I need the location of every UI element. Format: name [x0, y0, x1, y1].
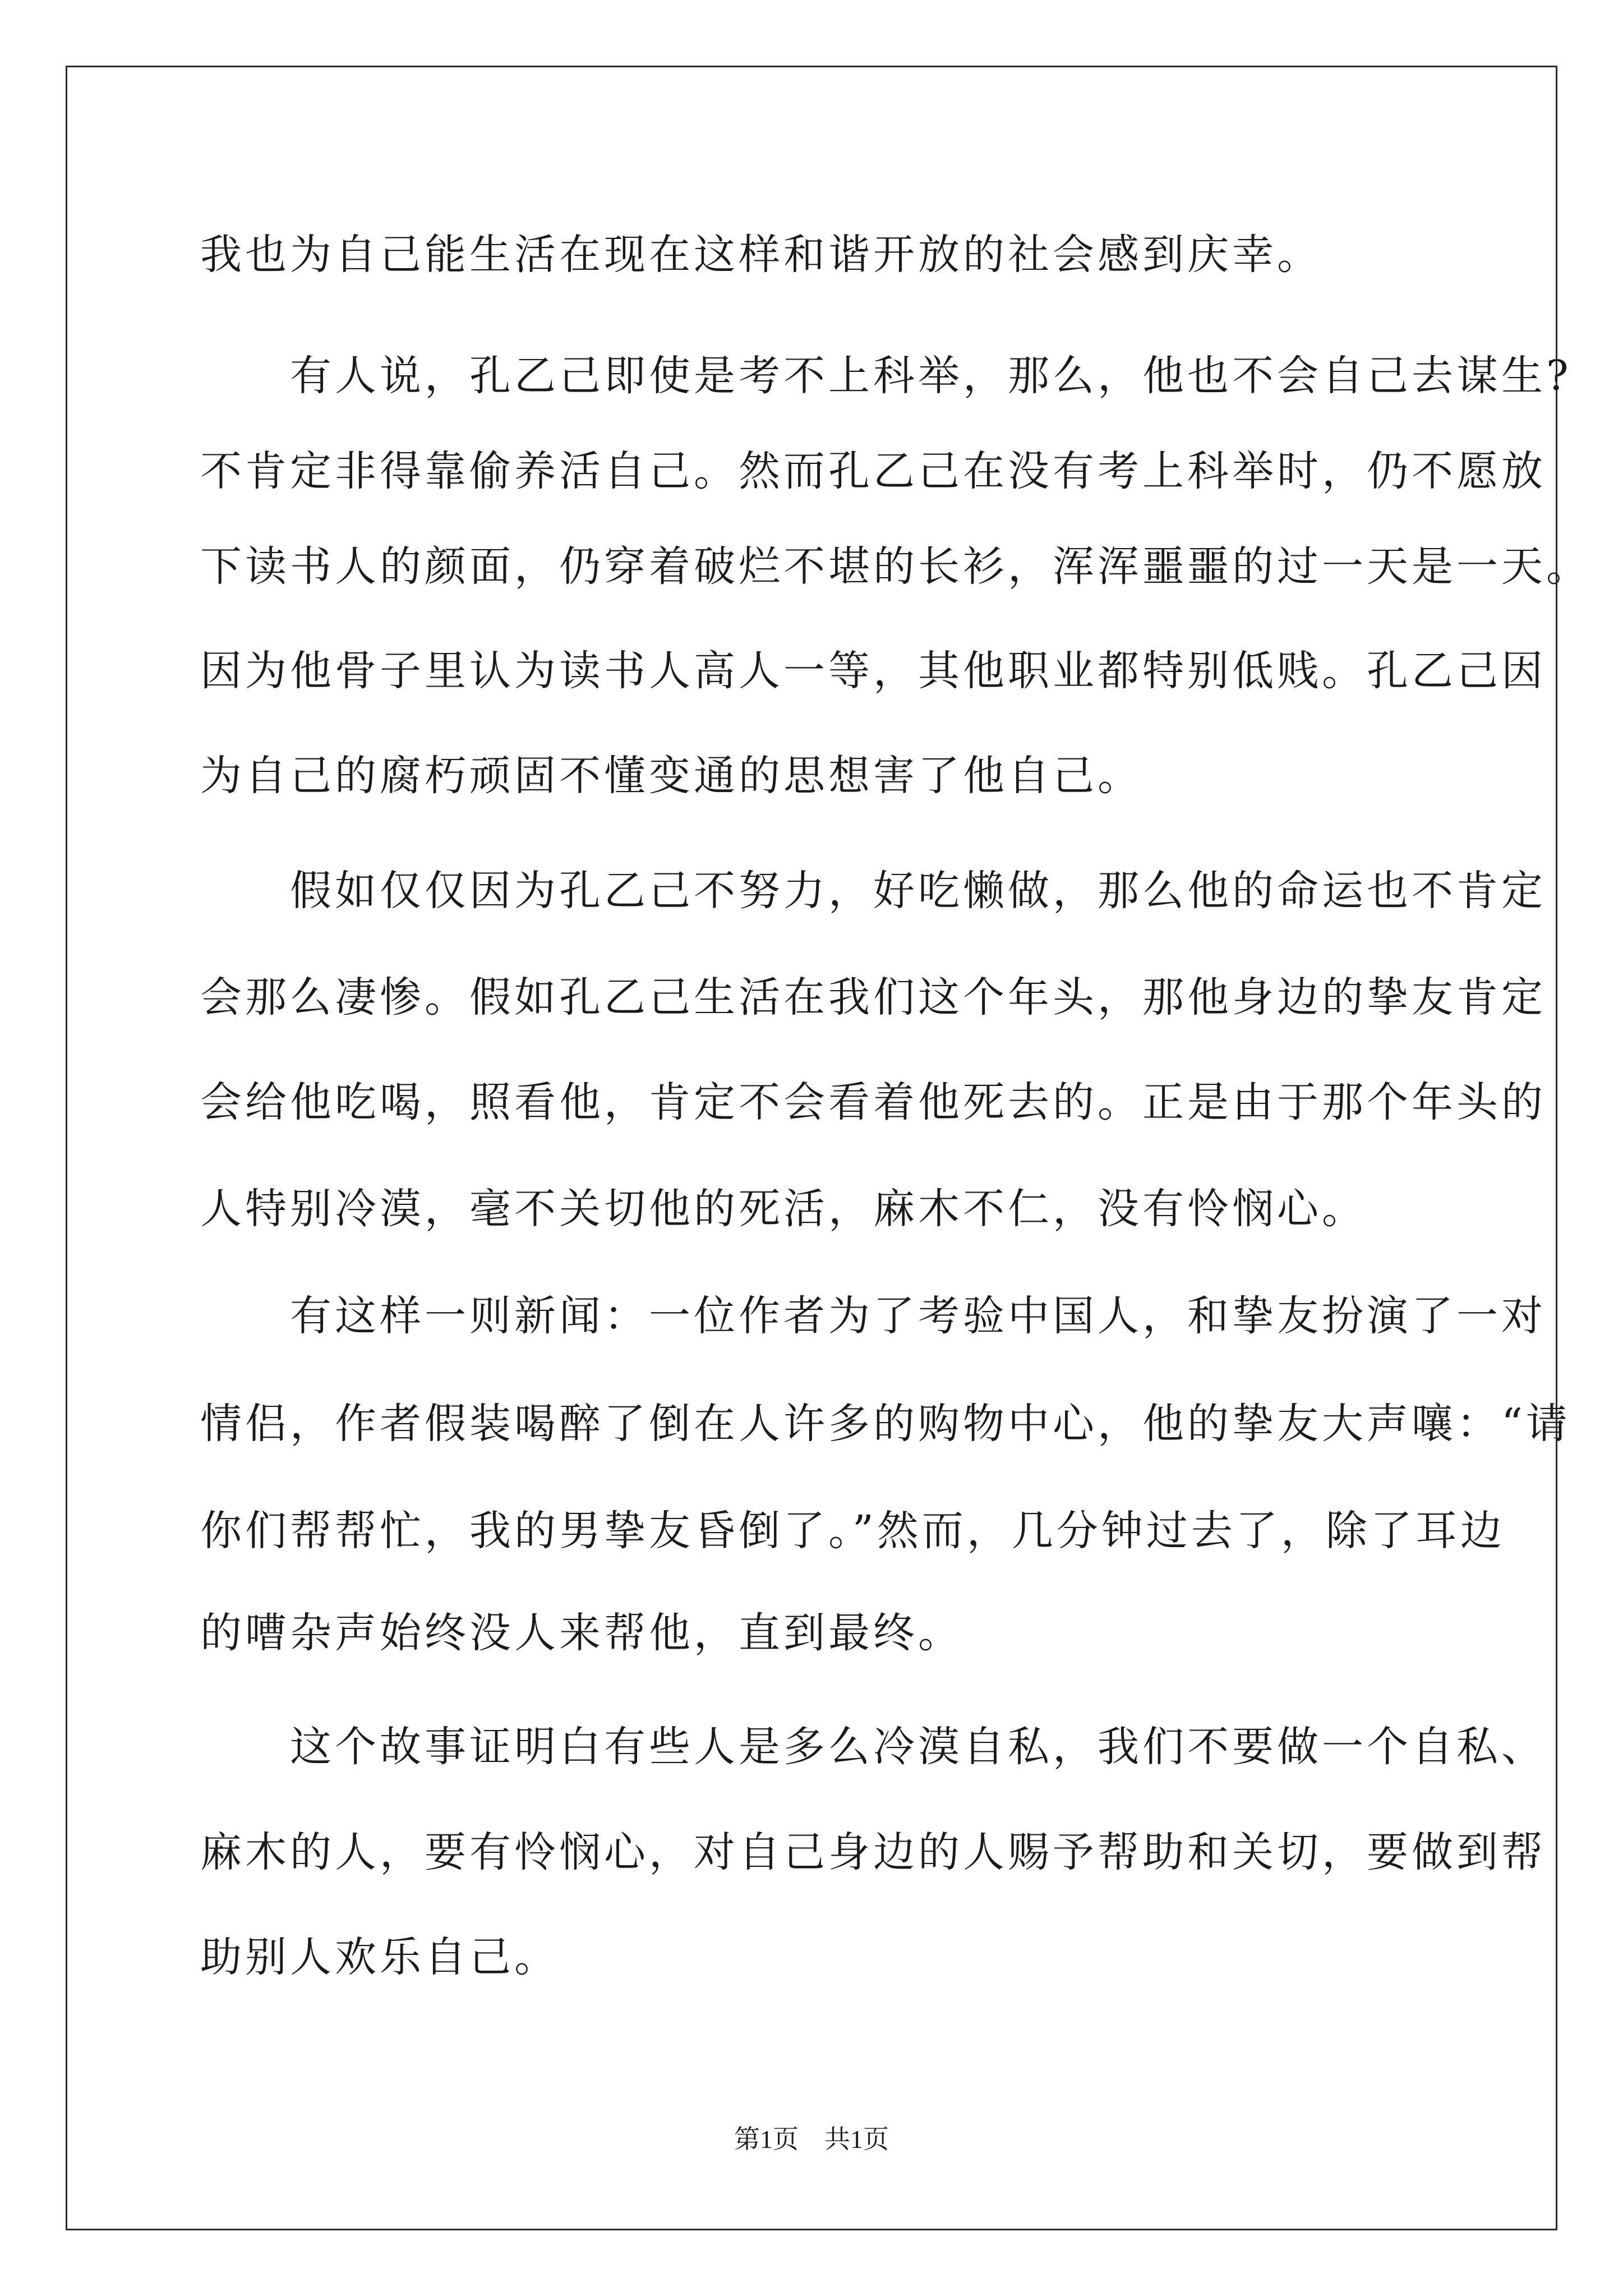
text-line: 因为他骨子里认为读书人高人一等，其他职业都特别低贱。孔乙己因 — [200, 647, 1546, 695]
text-line: 助别人欢乐自己。 — [200, 1933, 559, 1981]
text-line: 会给他吃喝，照看他，肯定不会看着他死去的。正是由于那个年头的 — [200, 1078, 1546, 1126]
text-line: 有这样一则新闻：一位作者为了考验中国人，和挚友扮演了一对 — [200, 1292, 1546, 1340]
text-line: 麻木的人，要有怜悯心，对自己身边的人赐予帮助和关切，要做到帮 — [200, 1828, 1546, 1876]
text-line: 的嘈杂声始终没人来帮他，直到最终。 — [200, 1609, 963, 1657]
text-line: 会那么凄惨。假如孔乙己生活在我们这个年头，那他身边的挚友肯定 — [200, 973, 1546, 1022]
text-line: 我也为自己能生活在现在这样和谐开放的社会感到庆幸。 — [200, 231, 1322, 279]
text-line: 你们帮帮忙，我的男挚友昏倒了。”然而，几分钟过去了，除了耳边 — [200, 1507, 1505, 1555]
text-line: 这个故事证明白有些人是多么冷漠自私，我们不要做一个自私、 — [200, 1723, 1546, 1771]
page-footer: 第1页 共1页 — [734, 2125, 889, 2154]
text-line: 不肯定非得靠偷养活自己。然而孔乙己在没有考上科举时，仍不愿放 — [200, 447, 1546, 495]
text-line: 人特别冷漠，毫不关切他的死活，麻木不仁，没有怜悯心。 — [200, 1185, 1367, 1233]
text-line: 假如仅仅因为孔乙己不努力，好吃懒做，那么他的命运也不肯定 — [200, 867, 1546, 915]
text-line: 为自己的腐朽顽固不懂变通的思想害了他自己。 — [200, 752, 1142, 800]
text-line: 有人说，孔乙己即使是考不上科举，那么，他也不会自己去谋生? — [200, 352, 1572, 400]
text-line: 下读书人的颜面，仍穿着破烂不堪的长衫，浑浑噩噩的过一天是一天。 — [200, 542, 1591, 591]
text-line: 情侣，作者假装喝醉了倒在人许多的购物中心，他的挚友大声嚷：“请 — [200, 1400, 1571, 1448]
